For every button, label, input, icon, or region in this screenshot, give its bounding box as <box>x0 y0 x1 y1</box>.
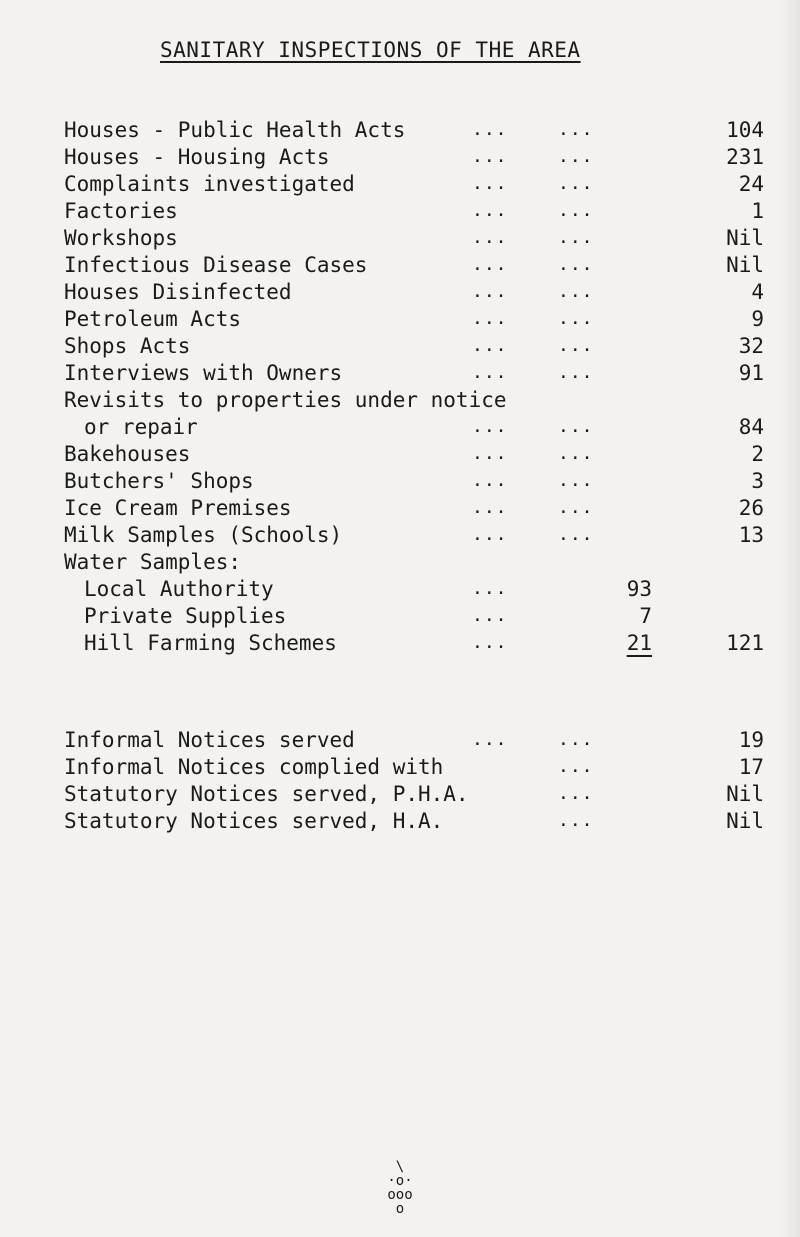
leader-dots: ... <box>558 783 594 804</box>
item-label: Private Supplies <box>84 604 287 628</box>
item-value: 4 <box>751 280 764 304</box>
leader-dots: ... <box>558 416 594 437</box>
list-item <box>64 334 764 358</box>
item-label: Infectious Disease Cases <box>64 253 368 277</box>
leader-dots: ... <box>472 308 508 329</box>
item-label: Petroleum Acts <box>64 307 242 331</box>
item-value: 24 <box>738 172 764 196</box>
list-item <box>64 442 764 466</box>
leader-dots: ... <box>472 578 508 599</box>
item-subvalue: 7 <box>639 604 652 628</box>
list-item <box>64 755 764 779</box>
item-value: 3 <box>751 469 764 493</box>
leader-dots: ... <box>558 200 594 221</box>
leader-dots: ... <box>472 729 508 750</box>
item-label: Statutory Notices served, H.A. <box>64 809 444 833</box>
item-label: Local Authority <box>84 577 274 601</box>
item-value: 26 <box>738 496 764 520</box>
item-value: 19 <box>738 728 764 752</box>
leader-dots: ... <box>558 119 594 140</box>
leader-dots: ... <box>558 362 594 383</box>
list-item <box>64 226 764 250</box>
list-item <box>64 118 764 142</box>
leader-dots: ... <box>558 308 594 329</box>
item-label: Milk Samples (Schools) <box>64 523 343 547</box>
leader-dots: ... <box>558 729 594 750</box>
item-label: Houses - Housing Acts <box>64 145 330 169</box>
leader-dots: ... <box>558 173 594 194</box>
list-item <box>64 388 764 412</box>
list-item <box>64 631 764 655</box>
item-label: Butchers' Shops <box>64 469 254 493</box>
leader-dots: ... <box>472 605 508 626</box>
page-edge-shadow <box>778 0 800 1237</box>
list-item <box>64 307 764 331</box>
leader-dots: ... <box>472 524 508 545</box>
footer-ornament <box>370 1160 430 1216</box>
item-value: 9 <box>751 307 764 331</box>
list-item <box>64 145 764 169</box>
leader-dots: ... <box>558 497 594 518</box>
item-label: Bakehouses <box>64 442 191 466</box>
item-label: Revisits to properties under notice <box>64 388 507 412</box>
list-item <box>64 280 764 304</box>
leader-dots: ... <box>472 119 508 140</box>
leader-dots: ... <box>472 632 508 653</box>
item-label: Complaints investigated <box>64 172 355 196</box>
list-item <box>64 728 764 752</box>
leader-dots: ... <box>558 335 594 356</box>
item-value: 104 <box>726 118 764 142</box>
item-label: Water Samples: <box>64 550 242 574</box>
item-label: Informal Notices complied with <box>64 755 444 779</box>
leader-dots: ... <box>558 443 594 464</box>
item-label: Informal Notices served <box>64 728 355 752</box>
item-label: Ice Cream Premises <box>64 496 292 520</box>
item-label: Statutory Notices served, P.H.A. <box>64 782 469 806</box>
item-value: 1 <box>751 199 764 223</box>
item-label: Shops Acts <box>64 334 191 358</box>
list-item <box>64 361 764 385</box>
item-label: Interviews with Owners <box>64 361 343 385</box>
item-label: Workshops <box>64 226 178 250</box>
item-label: Hill Farming Schemes <box>84 631 337 655</box>
leader-dots: ... <box>472 497 508 518</box>
item-label: Houses - Public Health Acts <box>64 118 406 142</box>
item-label: Factories <box>64 199 178 223</box>
leader-dots: ... <box>472 146 508 167</box>
item-subvalue: 21 <box>626 631 652 655</box>
leader-dots: ... <box>558 470 594 491</box>
footer-ornament-line: o <box>395 1201 405 1217</box>
item-value: 121 <box>726 631 764 655</box>
list-item <box>64 782 764 806</box>
footer-ornament-line: ·o· <box>387 1173 413 1189</box>
leader-dots: ... <box>558 756 594 777</box>
leader-dots: ... <box>472 362 508 383</box>
item-subvalue: 93 <box>626 577 652 601</box>
leader-dots: ... <box>472 200 508 221</box>
item-value: 91 <box>738 361 764 385</box>
list-item <box>64 199 764 223</box>
leader-dots: ... <box>558 281 594 302</box>
leader-dots: ... <box>558 254 594 275</box>
list-item <box>64 253 764 277</box>
list-item <box>64 604 764 628</box>
item-value: Nil <box>726 226 764 250</box>
leader-dots: ... <box>558 227 594 248</box>
item-value: 13 <box>738 523 764 547</box>
leader-dots: ... <box>472 281 508 302</box>
leader-dots: ... <box>472 254 508 275</box>
item-value: 231 <box>726 145 764 169</box>
footer-ornament-line: ooo <box>387 1187 413 1203</box>
item-value: 84 <box>738 415 764 439</box>
item-value: Nil <box>726 782 764 806</box>
list-item <box>64 577 764 601</box>
list-item <box>64 415 764 439</box>
list-item <box>64 469 764 493</box>
leader-dots: ... <box>472 443 508 464</box>
leader-dots: ... <box>558 146 594 167</box>
item-value: Nil <box>726 809 764 833</box>
item-value: Nil <box>726 253 764 277</box>
leader-dots: ... <box>472 227 508 248</box>
list-item <box>64 496 764 520</box>
list-item <box>64 809 764 833</box>
footer-ornament-line: \ <box>395 1159 405 1175</box>
list-item <box>64 523 764 547</box>
page-title: SANITARY INSPECTIONS OF THE AREA <box>160 38 581 62</box>
item-value: 2 <box>751 442 764 466</box>
item-label: Houses Disinfected <box>64 280 292 304</box>
item-value: 32 <box>738 334 764 358</box>
leader-dots: ... <box>472 173 508 194</box>
leader-dots: ... <box>472 416 508 437</box>
list-item <box>64 172 764 196</box>
leader-dots: ... <box>472 335 508 356</box>
leader-dots: ... <box>558 810 594 831</box>
item-value: 17 <box>738 755 764 779</box>
item-label: or repair <box>84 415 198 439</box>
leader-dots: ... <box>558 524 594 545</box>
leader-dots: ... <box>472 470 508 491</box>
list-item <box>64 550 764 574</box>
